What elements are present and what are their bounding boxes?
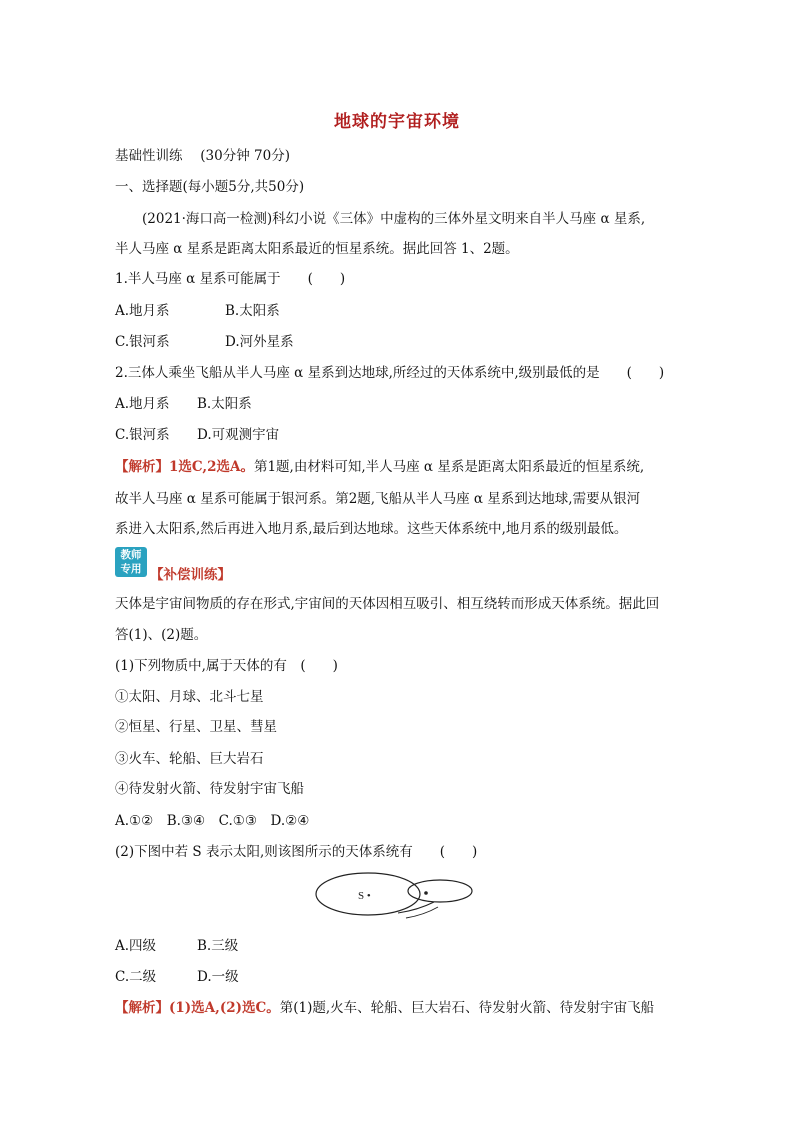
teacher-badge-line-2: 专用	[120, 563, 142, 575]
analysis-2-text: 第(1)题,火车、轮船、巨大岩石、待发射火箭、待发射宇宙飞船	[279, 1000, 655, 1016]
planet-dot	[424, 891, 428, 895]
planet-orbit-ellipse	[408, 880, 472, 902]
cq1-stem: (1)下列物质中,属于天体的有 ( )	[115, 658, 338, 674]
subtitle: 基础性训练 (30分钟 70分)	[115, 148, 290, 164]
cq1-item-4: ④待发射火箭、待发射宇宙飞船	[115, 781, 304, 797]
comp-intro-line-1: 天体是宇宙间物质的存在形式,宇宙间的天体因相互吸引、相互绕转而形成天体系统。据此回	[115, 596, 660, 612]
cq2-option-c: C.二级	[115, 969, 157, 985]
intro-line-1: (2021·海口高一检测)科幻小说《三体》中虚构的三体外星文明来自半人马座 α 星系,	[142, 211, 646, 227]
analysis-2-label: 【解析】(1)选A,(2)选C。	[115, 1000, 280, 1016]
cq1-options: A.①② B.③④ C.①③ D.②④	[115, 813, 310, 829]
analysis-1-line-2: 故半人马座 α 星系可能属于银河系。第2题,飞船从半人马座 α 星系到达地球,需要从银河	[115, 491, 641, 507]
q2-option-b: B.太阳系	[197, 396, 252, 412]
cq1-item-2: ②恒星、行星、卫星、彗星	[115, 719, 277, 735]
motion-arc-2	[406, 907, 438, 918]
q1-option-c: C.银河系	[115, 334, 170, 350]
cq1-item-3: ③火车、轮船、巨大岩石	[115, 751, 264, 767]
q1-option-d: D.河外星系	[225, 334, 294, 350]
comp-intro-line-2: 答(1)、(2)题。	[115, 627, 208, 643]
q2-stem: 2.三体人乘坐飞船从半人马座 α 星系到达地球,所经过的天体系统中,级别最低的是 ( )	[115, 365, 665, 381]
analysis-1-label: 【解析】1选C,2选A。	[115, 459, 254, 475]
cq2-option-b: B.三级	[197, 938, 239, 954]
analysis-2-line-1	[115, 999, 654, 1017]
cq2-option-a: A.四级	[115, 938, 157, 954]
teacher-badge-line-1: 教师	[120, 549, 142, 561]
teacher-only-badge	[115, 547, 147, 577]
analysis-1-line-3: 系进入太阳系,然后再进入地月系,最后到达地球。这些天体系统中,地月系的级别最低。	[115, 521, 628, 537]
q1-stem: 1.半人马座 α 星系可能属于 ( )	[115, 271, 346, 287]
page-title: 地球的宇宙环境	[334, 112, 460, 132]
q1-option-b: B.太阳系	[225, 303, 280, 319]
q2-option-a: A.地月系	[115, 396, 170, 412]
q2-option-c: C.银河系	[115, 427, 170, 443]
solar-system-diagram	[310, 866, 480, 926]
compensation-label: 【补偿训练】	[150, 567, 231, 583]
analysis-1-text: 第1题,由材料可知,半人马座 α 星系是距离太阳系最近的恒星系统,	[253, 459, 645, 475]
cq2-stem: (2)下图中若 S 表示太阳,则该图所示的天体系统有 ( )	[115, 844, 478, 860]
analysis-1-line-1	[115, 458, 644, 476]
sun-label: S •	[358, 890, 371, 902]
q2-option-d: D.可观测宇宙	[197, 427, 280, 443]
intro-line-2: 半人马座 α 星系是距离太阳系最近的恒星系统。据此回答 1、2题。	[115, 241, 519, 257]
section-heading: 一、选择题(每小题5分,共50分)	[115, 179, 305, 195]
cq1-item-1: ①太阳、月球、北斗七星	[115, 689, 264, 705]
q1-option-a: A.地月系	[115, 303, 170, 319]
cq2-option-d: D.一级	[197, 969, 239, 985]
